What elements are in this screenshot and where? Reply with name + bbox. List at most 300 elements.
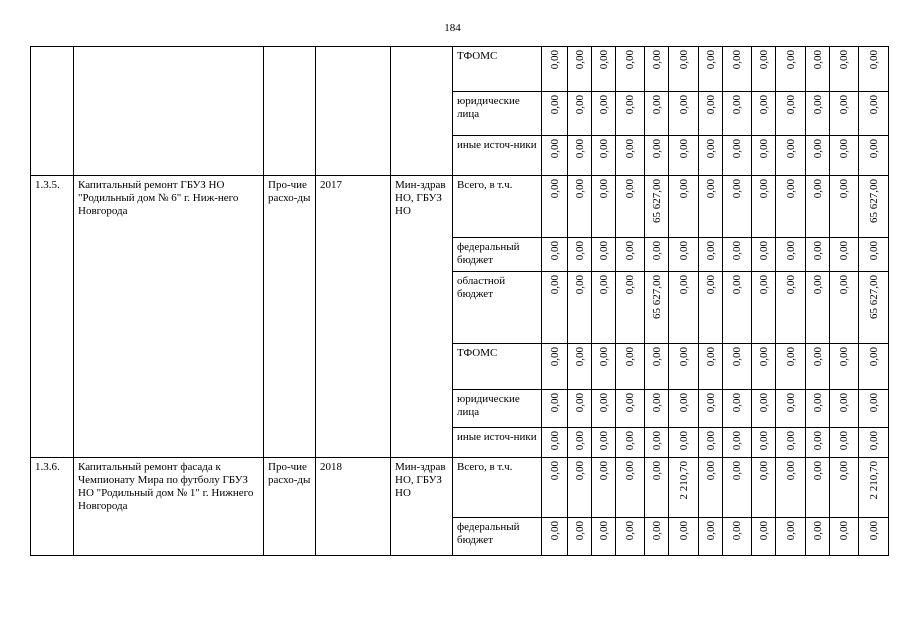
value-text: 0,00: [704, 393, 717, 413]
value-text: 0,00: [573, 461, 586, 481]
value-cell: [776, 176, 806, 238]
value-text: 2 210,70: [677, 461, 690, 500]
value-cell: [616, 390, 645, 428]
value-text: 0,00: [573, 521, 586, 541]
value-text: 0,00: [624, 50, 636, 70]
funding-source-cell: иные источ-ники: [453, 428, 542, 458]
value-text: 0,00: [784, 431, 797, 451]
value-cell: [752, 238, 776, 272]
value-text: 0,00: [573, 241, 586, 261]
value-cell: [669, 344, 699, 390]
value-text: 0,00: [597, 95, 610, 115]
value-text: 0,00: [548, 461, 561, 481]
value-cell: [723, 176, 752, 238]
value-cell: [592, 47, 616, 92]
value-text: 0,00: [838, 275, 850, 295]
value-text: 0,00: [838, 347, 850, 367]
value-cell: [806, 238, 830, 272]
value-cell: [592, 176, 616, 238]
value-cell: [616, 344, 645, 390]
value-text: 0,00: [597, 50, 610, 70]
measure-number-cell: 1.3.6.: [31, 458, 74, 556]
value-cell: [859, 136, 889, 176]
value-text: 0,00: [757, 347, 770, 367]
value-cell: [616, 518, 645, 556]
value-text: 0,00: [677, 179, 690, 199]
value-text: 0,00: [731, 461, 743, 481]
value-text: 0,00: [624, 431, 636, 451]
value-text: 0,00: [548, 139, 561, 159]
value-cell: [806, 47, 830, 92]
value-cell: [859, 344, 889, 390]
table-row: [31, 176, 889, 238]
value-text: 0,00: [731, 347, 743, 367]
value-cell: [806, 176, 830, 238]
value-cell: [859, 92, 889, 136]
value-text: 0,00: [548, 393, 561, 413]
value-cell: [568, 92, 592, 136]
value-cell: [830, 518, 859, 556]
value-cell: [645, 47, 669, 92]
measure-name-cell: Капитальный ремонт ГБУЗ НО "Родильный дом № 6" г. Ниж-него Новгорода: [74, 176, 264, 458]
value-text: 0,00: [548, 50, 561, 70]
value-text: 0,00: [811, 179, 824, 199]
value-text: 0,00: [867, 241, 880, 261]
value-text: 0,00: [650, 393, 663, 413]
funding-source-cell: юридические лица: [453, 390, 542, 428]
value-text: 0,00: [867, 431, 880, 451]
value-text: 0,00: [731, 521, 743, 541]
table-row: [31, 47, 889, 92]
value-cell: [616, 428, 645, 458]
funding-source-cell: юридические лица: [453, 92, 542, 136]
value-cell: [616, 92, 645, 136]
value-text: 0,00: [597, 275, 610, 295]
funding-source-cell: Всего, в т.ч.: [453, 458, 542, 518]
value-cell: [568, 136, 592, 176]
value-text: 0,00: [784, 393, 797, 413]
value-cell: [752, 176, 776, 238]
value-text: 0,00: [650, 431, 663, 451]
funding-source-cell: федеральный бюджет: [453, 238, 542, 272]
value-cell: [645, 238, 669, 272]
executor-cell: Мин-здрав НО, ГБУЗ НО: [391, 458, 453, 556]
value-cell: [592, 390, 616, 428]
value-cell: [776, 136, 806, 176]
value-cell: [752, 428, 776, 458]
value-text: 0,00: [704, 50, 717, 70]
value-cell: [806, 92, 830, 136]
value-cell: [568, 176, 592, 238]
value-text: 0,00: [548, 347, 561, 367]
value-cell: [723, 47, 752, 92]
value-text: 0,00: [597, 521, 610, 541]
value-cell: [806, 136, 830, 176]
value-cell: [830, 458, 859, 518]
value-text: 0,00: [573, 139, 586, 159]
value-cell: [645, 428, 669, 458]
value-text: 0,00: [811, 50, 824, 70]
value-cell: [723, 136, 752, 176]
value-cell: [616, 458, 645, 518]
value-cell: [752, 344, 776, 390]
value-cell: [752, 136, 776, 176]
value-text: 65 627,00: [650, 275, 663, 319]
value-cell: [776, 428, 806, 458]
value-cell: [592, 458, 616, 518]
value-text: 0,00: [757, 431, 770, 451]
value-text: 0,00: [704, 95, 717, 115]
value-cell: [645, 136, 669, 176]
value-text: 0,00: [548, 431, 561, 451]
value-cell: [806, 272, 830, 344]
value-cell: [859, 272, 889, 344]
value-cell: [723, 344, 752, 390]
value-cell: [699, 458, 723, 518]
executor-cell: [391, 47, 453, 176]
value-text: 0,00: [784, 241, 797, 261]
value-text: 0,00: [704, 275, 717, 295]
year-cell: 2018: [316, 458, 391, 556]
executor-cell: Мин-здрав НО, ГБУЗ НО: [391, 176, 453, 458]
value-cell: [776, 92, 806, 136]
value-cell: [723, 390, 752, 428]
value-cell: [645, 176, 669, 238]
value-cell: [669, 92, 699, 136]
value-cell: [776, 238, 806, 272]
value-text: 0,00: [704, 179, 717, 199]
value-text: 0,00: [757, 521, 770, 541]
value-text: 0,00: [624, 179, 636, 199]
value-text: 0,00: [757, 50, 770, 70]
value-text: 0,00: [677, 521, 690, 541]
value-cell: [568, 238, 592, 272]
value-cell: [645, 518, 669, 556]
value-text: 0,00: [704, 431, 717, 451]
value-cell: [699, 47, 723, 92]
value-cell: [568, 518, 592, 556]
value-text: 0,00: [573, 179, 586, 199]
value-cell: [723, 458, 752, 518]
value-cell: [669, 518, 699, 556]
value-cell: [542, 428, 568, 458]
value-cell: [723, 518, 752, 556]
value-text: 0,00: [731, 50, 743, 70]
value-text: 0,00: [650, 139, 663, 159]
value-text: 0,00: [867, 50, 880, 70]
value-text: 0,00: [548, 521, 561, 541]
value-cell: [669, 428, 699, 458]
funding-source-cell: ТФОМС: [453, 344, 542, 390]
value-cell: [645, 390, 669, 428]
value-cell: [776, 344, 806, 390]
budget-table: [30, 46, 889, 556]
value-cell: [645, 458, 669, 518]
value-text: 0,00: [784, 275, 797, 295]
value-cell: [830, 92, 859, 136]
value-cell: [542, 458, 568, 518]
value-cell: [859, 458, 889, 518]
value-cell: [592, 518, 616, 556]
value-text: 0,00: [867, 393, 880, 413]
value-cell: [776, 272, 806, 344]
value-text: 0,00: [757, 139, 770, 159]
value-text: 0,00: [867, 521, 880, 541]
value-cell: [776, 518, 806, 556]
value-text: 0,00: [757, 95, 770, 115]
value-cell: [542, 238, 568, 272]
expense-type-cell: Про-чие расхо-ды: [264, 176, 316, 458]
value-cell: [592, 272, 616, 344]
value-text: 0,00: [624, 461, 636, 481]
value-text: 0,00: [650, 347, 663, 367]
value-cell: [859, 176, 889, 238]
value-text: 0,00: [548, 275, 561, 295]
funding-source-cell: федеральный бюджет: [453, 518, 542, 556]
value-cell: [806, 344, 830, 390]
value-cell: [830, 136, 859, 176]
value-text: 0,00: [731, 179, 743, 199]
value-text: 0,00: [624, 95, 636, 115]
value-cell: [542, 518, 568, 556]
funding-source-cell: иные источ-ники: [453, 136, 542, 176]
value-cell: [616, 136, 645, 176]
value-cell: [859, 238, 889, 272]
value-text: 0,00: [811, 461, 824, 481]
value-cell: [699, 238, 723, 272]
value-text: 0,00: [811, 431, 824, 451]
value-cell: [859, 518, 889, 556]
value-cell: [542, 390, 568, 428]
value-cell: [806, 458, 830, 518]
measure-number-cell: [31, 47, 74, 176]
value-text: 65 627,00: [867, 275, 880, 319]
value-cell: [669, 272, 699, 344]
value-cell: [699, 272, 723, 344]
value-cell: [806, 390, 830, 428]
value-cell: [830, 390, 859, 428]
value-text: 0,00: [784, 179, 797, 199]
funding-source-cell: Всего, в т.ч.: [453, 176, 542, 238]
value-cell: [592, 238, 616, 272]
budget-table-body: [31, 47, 889, 556]
value-text: 0,00: [731, 393, 743, 413]
value-cell: [723, 92, 752, 136]
value-text: 0,00: [624, 521, 636, 541]
value-text: 0,00: [548, 241, 561, 261]
value-cell: [669, 390, 699, 428]
value-text: 0,00: [838, 461, 850, 481]
value-cell: [592, 136, 616, 176]
value-cell: [699, 428, 723, 458]
value-text: 0,00: [704, 521, 717, 541]
value-text: 0,00: [867, 95, 880, 115]
value-cell: [776, 458, 806, 518]
value-text: 0,00: [784, 139, 797, 159]
value-text: 0,00: [650, 521, 663, 541]
value-text: 0,00: [838, 179, 850, 199]
value-text: 0,00: [573, 50, 586, 70]
page-number: 184: [444, 22, 461, 34]
value-cell: [616, 238, 645, 272]
value-cell: [568, 458, 592, 518]
value-text: 0,00: [838, 50, 850, 70]
value-cell: [806, 428, 830, 458]
value-text: 0,00: [573, 431, 586, 451]
value-text: 0,00: [838, 139, 850, 159]
value-cell: [699, 518, 723, 556]
value-text: 0,00: [677, 95, 690, 115]
value-cell: [616, 176, 645, 238]
value-cell: [699, 136, 723, 176]
value-text: 0,00: [731, 275, 743, 295]
funding-source-cell: областной бюджет: [453, 272, 542, 344]
value-text: 0,00: [704, 461, 717, 481]
value-text: 0,00: [784, 347, 797, 367]
value-cell: [723, 238, 752, 272]
value-text: 0,00: [731, 139, 743, 159]
value-text: 65 627,00: [650, 179, 663, 223]
value-text: 0,00: [573, 393, 586, 413]
value-cell: [806, 518, 830, 556]
value-text: 0,00: [677, 139, 690, 159]
value-text: 0,00: [838, 431, 850, 451]
value-cell: [830, 47, 859, 92]
value-text: 0,00: [573, 347, 586, 367]
value-text: 0,00: [784, 521, 797, 541]
value-text: 0,00: [624, 347, 636, 367]
value-cell: [830, 176, 859, 238]
value-cell: [542, 344, 568, 390]
value-cell: [568, 344, 592, 390]
funding-source-cell: ТФОМС: [453, 47, 542, 92]
value-text: 0,00: [838, 241, 850, 261]
value-cell: [699, 176, 723, 238]
value-cell: [776, 47, 806, 92]
value-cell: [542, 47, 568, 92]
value-text: 0,00: [704, 139, 717, 159]
value-text: 0,00: [650, 95, 663, 115]
expense-type-cell: [264, 47, 316, 176]
value-text: 0,00: [624, 241, 636, 261]
value-cell: [859, 428, 889, 458]
value-text: 0,00: [757, 241, 770, 261]
value-text: 0,00: [677, 50, 690, 70]
value-text: 0,00: [548, 95, 561, 115]
value-text: 0,00: [677, 241, 690, 261]
value-cell: [776, 390, 806, 428]
value-cell: [752, 47, 776, 92]
value-text: 0,00: [731, 241, 743, 261]
value-cell: [859, 390, 889, 428]
value-cell: [542, 176, 568, 238]
year-cell: 2017: [316, 176, 391, 458]
value-text: 0,00: [597, 393, 610, 413]
expense-type-cell: Про-чие расхо-ды: [264, 458, 316, 556]
value-text: 0,00: [704, 347, 717, 367]
value-text: 0,00: [597, 179, 610, 199]
value-cell: [568, 428, 592, 458]
value-text: 0,00: [811, 347, 824, 367]
value-cell: [669, 238, 699, 272]
value-text: 0,00: [677, 431, 690, 451]
value-text: 2 210,70: [867, 461, 880, 500]
value-cell: [669, 136, 699, 176]
value-cell: [669, 47, 699, 92]
value-text: 0,00: [757, 461, 770, 481]
value-cell: [699, 92, 723, 136]
value-cell: [830, 428, 859, 458]
value-text: 0,00: [811, 393, 824, 413]
value-cell: [669, 458, 699, 518]
value-text: 0,00: [838, 393, 850, 413]
value-text: 0,00: [867, 347, 880, 367]
value-cell: [669, 176, 699, 238]
value-text: 0,00: [597, 431, 610, 451]
value-text: 0,00: [784, 50, 797, 70]
value-cell: [645, 92, 669, 136]
value-text: 0,00: [867, 139, 880, 159]
value-text: 0,00: [624, 275, 636, 295]
value-cell: [699, 390, 723, 428]
value-cell: [542, 136, 568, 176]
value-text: 0,00: [597, 461, 610, 481]
value-text: 0,00: [811, 241, 824, 261]
value-text: 0,00: [548, 179, 561, 199]
value-text: 0,00: [597, 347, 610, 367]
value-cell: [752, 518, 776, 556]
value-cell: [752, 272, 776, 344]
value-cell: [752, 92, 776, 136]
value-text: 0,00: [624, 139, 636, 159]
value-text: 0,00: [838, 95, 850, 115]
value-text: 0,00: [731, 95, 743, 115]
value-text: 0,00: [757, 275, 770, 295]
value-text: 0,00: [811, 95, 824, 115]
value-text: 0,00: [811, 521, 824, 541]
value-text: 0,00: [597, 241, 610, 261]
table-row: [31, 458, 889, 518]
value-text: 0,00: [838, 521, 850, 541]
value-cell: [830, 238, 859, 272]
measure-name-cell: Капитальный ремонт фасада к Чемпионату Мира по футболу ГБУЗ НО "Родильный дом № 1" г. Нижнего Новгорода: [74, 458, 264, 556]
value-cell: [723, 428, 752, 458]
value-cell: [699, 344, 723, 390]
value-text: 0,00: [650, 461, 663, 481]
value-text: 0,00: [784, 461, 797, 481]
value-text: 0,00: [624, 393, 636, 413]
value-text: 0,00: [677, 347, 690, 367]
value-text: 0,00: [597, 139, 610, 159]
value-text: 0,00: [757, 393, 770, 413]
value-text: 0,00: [731, 431, 743, 451]
value-text: 0,00: [811, 139, 824, 159]
measure-name-cell: [74, 47, 264, 176]
value-cell: [830, 272, 859, 344]
value-text: 0,00: [573, 275, 586, 295]
value-text: 0,00: [650, 50, 663, 70]
value-cell: [616, 272, 645, 344]
value-text: 0,00: [704, 241, 717, 261]
value-text: 0,00: [784, 95, 797, 115]
value-cell: [859, 47, 889, 92]
value-cell: [616, 47, 645, 92]
value-cell: [542, 272, 568, 344]
value-text: 65 627,00: [867, 179, 880, 223]
value-cell: [542, 92, 568, 136]
value-cell: [568, 47, 592, 92]
value-text: 0,00: [677, 393, 690, 413]
